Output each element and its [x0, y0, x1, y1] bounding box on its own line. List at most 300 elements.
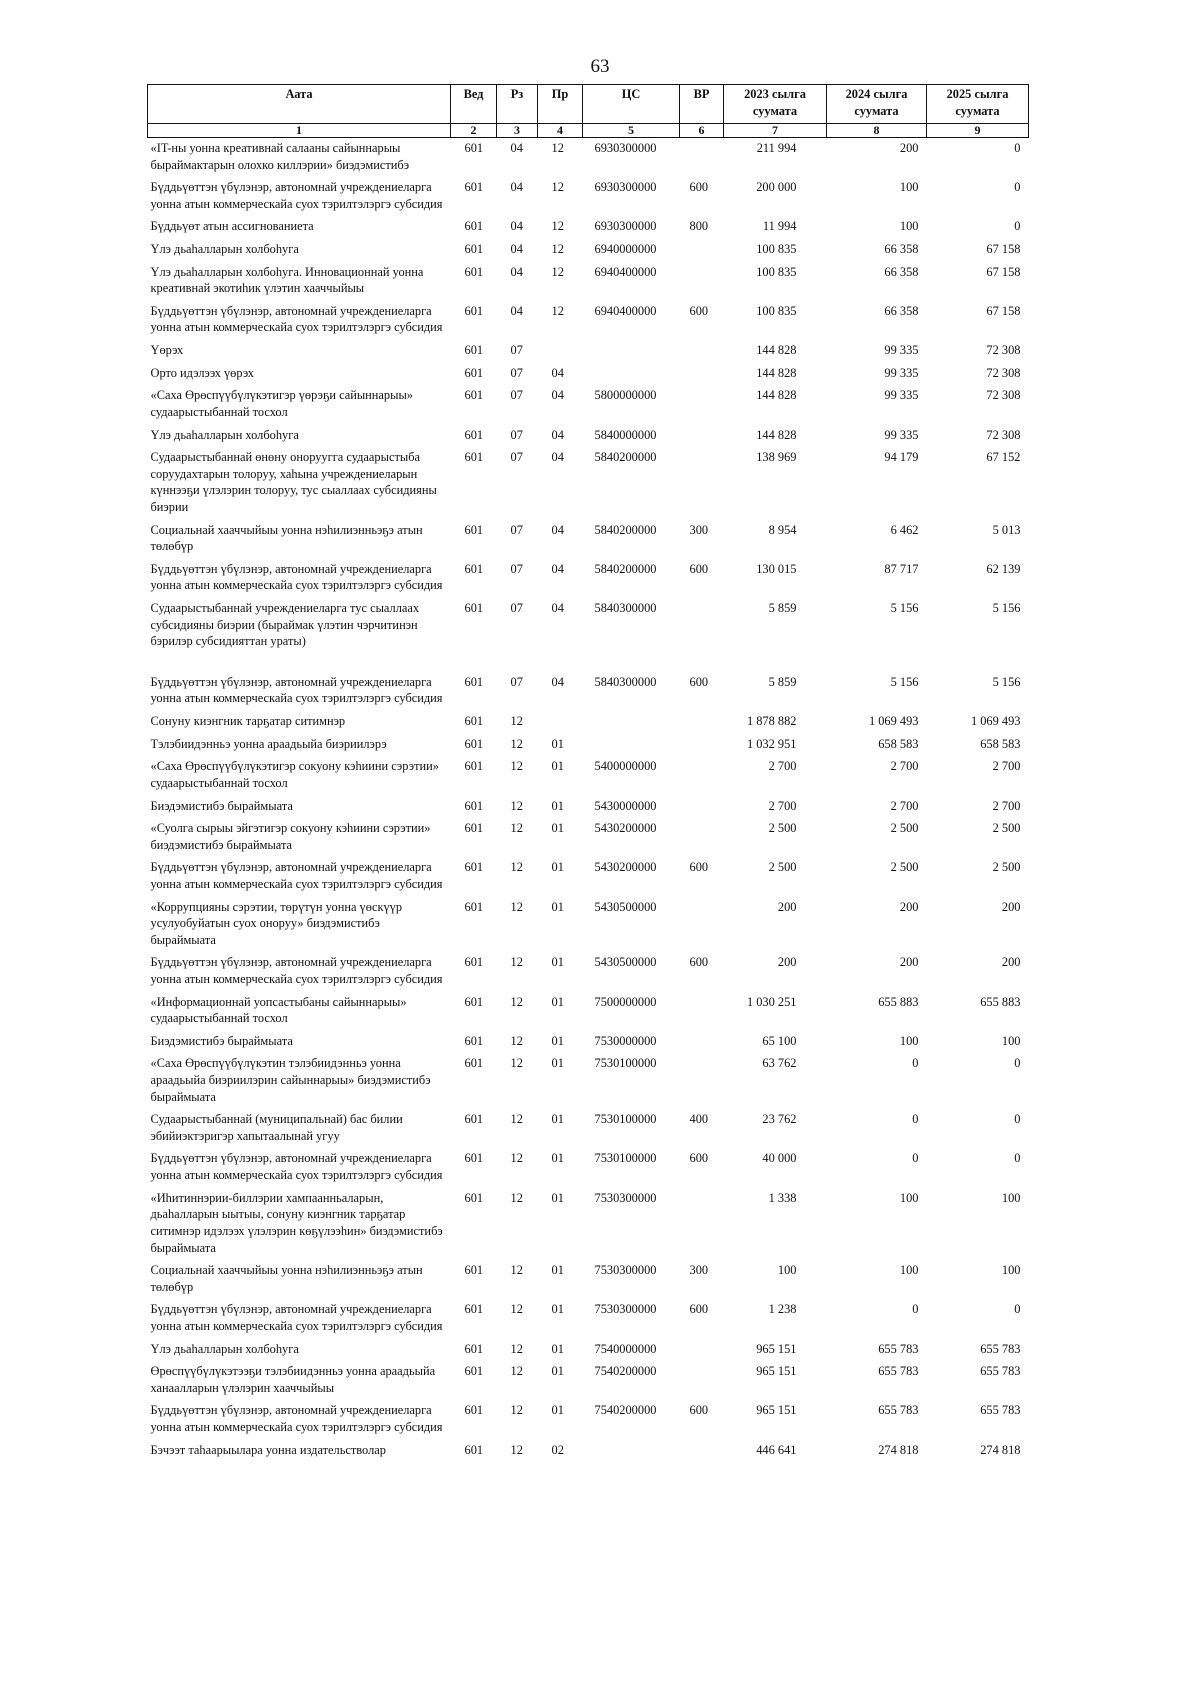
row-ved: 601 [464, 365, 484, 380]
row-vr [680, 598, 724, 672]
row-amount-2025: 1 069 493 [970, 714, 1021, 729]
row-ved: 601 [464, 1033, 484, 1048]
row-amount-2023: 100 835 [756, 242, 797, 257]
row-vr [680, 340, 724, 363]
row-amount-2024: 1 069 493 [868, 714, 919, 729]
row-rz: 07 [510, 365, 523, 380]
row-rz: 04 [510, 219, 523, 234]
row-cs: 5840200000 [594, 522, 657, 537]
row-rz: 12 [510, 1341, 523, 1356]
row-amount-2023: 1 338 [768, 1190, 797, 1205]
row-amount-2024: 200 [899, 141, 919, 155]
row-pr: 01 [551, 736, 564, 751]
table-row [148, 796, 1029, 819]
row-rz: 12 [510, 1302, 523, 1317]
row-cs: 6930300000 [594, 219, 657, 234]
row-ved: 601 [464, 388, 484, 403]
row-amount-2024: 66 358 [884, 264, 919, 279]
row-name: Судаарыстыбаннай (муниципальнай) бас билии эбийиэктэригэр хапытаалынай угуу [150, 1112, 403, 1143]
row-name: Үлэ дьаһалларын холбоһуга. Инновационнай уонна креативнай экотиһик үлэтин хааччыйыы [150, 264, 424, 296]
row-vr: 600 [689, 561, 709, 576]
row-amount-2023: 63 762 [762, 1056, 797, 1071]
table-row [148, 385, 1029, 424]
row-amount-2024: 0 [912, 1112, 919, 1127]
row-amount-2025: 274 818 [980, 1442, 1021, 1457]
row-amount-2025: 655 783 [980, 1341, 1021, 1356]
row-ved: 601 [464, 219, 484, 234]
row-amount-2023: 965 151 [756, 1403, 797, 1418]
row-amount-2025: 0 [1014, 1151, 1021, 1166]
row-pr: 04 [551, 427, 564, 442]
row-vr: 600 [689, 1403, 709, 1418]
row-cs: 5840300000 [594, 601, 657, 616]
row-amount-2024: 99 335 [884, 343, 919, 358]
row-pr: 04 [551, 674, 564, 689]
row-vr [680, 363, 724, 386]
row-amount-2024: 66 358 [884, 242, 919, 257]
row-vr [680, 239, 724, 262]
row-amount-2023: 965 151 [756, 1364, 797, 1379]
row-name: Өрөспүүбүлүкэтээҕи тэлэбиидэнньэ уонна араадьыйа ханаалларын үлэлэрин хааччыйыы [150, 1364, 436, 1395]
row-ved: 601 [464, 242, 484, 257]
column-number: 2 [451, 124, 497, 138]
row-ved: 601 [464, 1112, 484, 1127]
row-amount-2024: 200 [899, 899, 919, 914]
row-ved: 601 [464, 1190, 484, 1205]
row-pr: 04 [551, 450, 564, 465]
row-amount-2023: 100 [777, 1263, 797, 1278]
row-amount-2025: 2 700 [992, 759, 1021, 774]
row-amount-2023: 144 828 [756, 343, 797, 358]
row-ved: 601 [464, 1056, 484, 1071]
row-name: Бүддьүөттэн үбүлэнэр, автономнай учреждениеларга уонна атын коммерческайа суох тэрилтэлэргэ субсидия [150, 860, 443, 891]
row-amount-2024: 200 [899, 955, 919, 970]
row-amount-2024: 87 717 [884, 561, 919, 576]
row-ved: 601 [464, 561, 484, 576]
row-name: Социальнай хааччыйыы уонна нэһилиэнньэҕэ атын төлөбүр [150, 522, 423, 554]
row-vr [680, 447, 724, 519]
table-row [148, 1188, 1029, 1260]
row-amount-2025: 5 156 [992, 601, 1021, 616]
table-row [148, 520, 1029, 559]
row-amount-2024: 99 335 [884, 388, 919, 403]
row-pr: 04 [551, 522, 564, 537]
row-vr: 600 [689, 303, 709, 318]
row-vr [680, 1053, 724, 1109]
table-row [148, 216, 1029, 239]
table-row [148, 857, 1029, 896]
table-row [148, 672, 1029, 711]
row-amount-2023: 2 700 [768, 759, 797, 774]
row-ved: 601 [464, 303, 484, 318]
row-amount-2025: 72 308 [986, 365, 1021, 380]
row-vr [680, 756, 724, 795]
table-row [148, 756, 1029, 795]
page-number: 63 [590, 56, 610, 77]
row-amount-2025: 72 308 [986, 343, 1021, 358]
row-name: Бүддьүөттэн үбүлэнэр, автономнай учреждениеларга уонна атын коммерческайа суох тэрилтэлэргэ субсидия [150, 1302, 443, 1333]
row-amount-2024: 5 156 [890, 674, 919, 689]
table-row [148, 952, 1029, 991]
row-name: «Информационнай уопсастыбаны сайыннарыы» судаарыстыбаннай тосхол [150, 994, 407, 1026]
row-amount-2023: 144 828 [756, 388, 797, 403]
column-number: 6 [680, 124, 724, 138]
row-name: «Саха Өрөспүүбүлүкэтин тэлэбиидэнньэ уонна араадьыйа биэриилэрин сайыннарыы» биэдэмистибэ быраймыата [150, 1056, 431, 1104]
row-name: Судаарыстыбаннай өнөну оноруугга судаарыстыба соруудахтарын толоруу, хаһына учреждениеларын күннээҕи үлэлэрин толоруу, тус сыаллаах субсидияны биэрии [150, 450, 437, 514]
row-amount-2025: 2 500 [992, 821, 1021, 836]
row-name: Үөрэх [150, 343, 184, 358]
row-pr: 01 [551, 1056, 564, 1071]
row-amount-2024: 655 883 [878, 994, 919, 1009]
row-amount-2023: 138 969 [756, 450, 797, 465]
row-cs: 5840300000 [594, 674, 657, 689]
row-ved: 601 [464, 899, 484, 914]
row-cs: 6940000000 [594, 242, 657, 257]
row-cs: 7540200000 [594, 1364, 657, 1379]
table-header [148, 85, 1029, 138]
row-ved: 601 [464, 601, 484, 616]
row-vr [680, 1440, 724, 1463]
row-vr: 300 [689, 522, 709, 537]
column-number: 9 [927, 124, 1029, 138]
row-amount-2025: 655 783 [980, 1364, 1021, 1379]
row-amount-2024: 0 [912, 1302, 919, 1317]
row-amount-2024: 655 783 [878, 1364, 919, 1379]
row-amount-2025: 200 [1001, 899, 1021, 914]
table-row [148, 425, 1029, 448]
row-cs: 7500000000 [594, 994, 657, 1009]
row-rz: 07 [510, 388, 523, 403]
row-amount-2024: 2 500 [890, 821, 919, 836]
header-2024: 2024 сылга суумата [827, 85, 927, 124]
row-vr: 600 [689, 674, 709, 689]
row-name: Бүддьүөттэн үбүлэнэр, автономнай учреждениеларга уонна атын коммерческайа суох тэрилтэлэргэ субсидия [150, 955, 443, 986]
row-amount-2023: 144 828 [756, 427, 797, 442]
column-number: 1 [148, 124, 451, 138]
row-name: «Суолга сырыы эйгэтигэр сокуону кэһиини сэрэтии» биэдэмистибэ быраймыата [150, 821, 431, 852]
row-vr [680, 385, 724, 424]
table-row [148, 138, 1029, 178]
row-vr: 600 [689, 180, 709, 195]
row-amount-2024: 658 583 [878, 736, 919, 751]
row-pr: 01 [551, 759, 564, 774]
table-row [148, 262, 1029, 301]
row-amount-2025: 0 [1014, 180, 1021, 195]
row-amount-2025: 100 [1001, 1263, 1021, 1278]
row-pr: 01 [551, 1364, 564, 1379]
row-cs: 5840200000 [594, 450, 657, 465]
row-amount-2023: 211 994 [756, 141, 797, 155]
row-amount-2024: 100 [899, 1033, 919, 1048]
row-cs: 5840000000 [594, 427, 657, 442]
table-row [148, 363, 1029, 386]
header-pr: Пр [538, 85, 583, 124]
column-number: 5 [583, 124, 680, 138]
row-amount-2024: 0 [912, 1056, 919, 1071]
table-row [148, 1440, 1029, 1463]
row-cs: 6940400000 [594, 264, 657, 279]
table-row [148, 340, 1029, 363]
row-vr [680, 992, 724, 1031]
row-rz: 12 [510, 994, 523, 1009]
table-row [148, 447, 1029, 519]
table-row [148, 897, 1029, 953]
row-pr: 04 [551, 388, 564, 403]
row-name: Бүддьүөттэн үбүлэнэр, автономнай учреждениеларга уонна атын коммерческайа суох тэрилтэлэргэ субсидия [150, 180, 443, 211]
row-ved: 601 [464, 994, 484, 1009]
row-vr: 300 [689, 1263, 709, 1278]
row-amount-2023: 5 859 [768, 601, 797, 616]
row-name: Бүддьүөттэн үбүлэнэр, автономнай учреждениеларга уонна атын коммерческайа суох тэрилтэлэргэ субсидия [150, 1151, 443, 1183]
row-ved: 601 [464, 264, 484, 279]
row-pr: 01 [551, 1151, 564, 1166]
row-pr: 01 [551, 899, 564, 914]
row-cs: 5840200000 [594, 561, 657, 576]
row-pr [538, 340, 583, 363]
column-number: 7 [724, 124, 827, 138]
row-pr: 12 [551, 141, 564, 155]
row-rz: 12 [510, 1190, 523, 1205]
row-cs: 7530300000 [594, 1263, 657, 1278]
row-amount-2024: 100 [899, 180, 919, 195]
row-vr: 600 [689, 860, 709, 875]
row-amount-2025: 0 [1014, 1112, 1021, 1127]
table-row [148, 559, 1029, 598]
row-name: Үлэ дьаһалларын холбоһуга [150, 427, 299, 442]
row-amount-2025: 200 [1001, 955, 1021, 970]
row-rz: 04 [510, 242, 523, 257]
header-vr: ВР [680, 85, 724, 124]
row-cs: 5430500000 [594, 955, 657, 970]
table-row [148, 818, 1029, 857]
row-rz: 04 [510, 264, 523, 279]
row-rz: 07 [510, 427, 523, 442]
row-name: Бэчээт таһаарыылара уонна издательстволар [150, 1442, 386, 1457]
row-amount-2024: 100 [899, 219, 919, 234]
row-name: Судаарыстыбаннай учреждениеларга тус сыаллаах субсидияны биэрии (быраймак үлэтин чэрчитинэн бэрилэр субсидияттан ураты) [150, 601, 420, 649]
table-row [148, 1260, 1029, 1299]
row-ved: 601 [464, 674, 484, 689]
row-name: Тэлэбиидэнньэ уонна араадьыйа биэриилэрэ [150, 736, 387, 751]
row-amount-2024: 94 179 [884, 450, 919, 465]
row-cs: 5430500000 [594, 899, 657, 914]
row-amount-2025: 100 [1001, 1033, 1021, 1048]
row-amount-2023: 2 500 [768, 821, 797, 836]
row-vr [680, 262, 724, 301]
row-rz: 12 [510, 714, 523, 729]
row-vr [680, 1188, 724, 1260]
table-row [148, 301, 1029, 340]
row-name: «Саха Өрөспүүбүлүкэтигэр үөрэҕи сайыннарыы» судаарыстыбаннай тосхол [150, 388, 413, 419]
row-name: Бүддьүөт атын ассигнованиета [150, 219, 314, 234]
row-pr: 01 [551, 1302, 564, 1317]
row-cs [583, 711, 680, 734]
row-amount-2025: 0 [1014, 1056, 1021, 1071]
row-vr [680, 1031, 724, 1054]
row-amount-2024: 66 358 [884, 303, 919, 318]
row-amount-2023: 5 859 [768, 674, 797, 689]
row-amount-2023: 446 641 [756, 1442, 797, 1457]
row-name: «Иһитиннэрии-биллэрии хампаанньаларын, дьаһалларын ыытыы, сонуну киэнгник тарҕатар ситимнэр идэлээх үлэлэрин көҕүлээһин» биэдэмистибэ быраймыата [150, 1190, 443, 1255]
row-amount-2025: 658 583 [980, 736, 1021, 751]
row-vr: 600 [689, 955, 709, 970]
row-cs: 7530100000 [594, 1151, 657, 1166]
row-amount-2023: 40 000 [762, 1151, 797, 1166]
row-name: Үлэ дьаһалларын холбоһуга [150, 1341, 299, 1356]
row-cs: 7530100000 [594, 1056, 657, 1071]
row-pr: 01 [551, 1033, 564, 1048]
row-amount-2024: 655 783 [878, 1403, 919, 1418]
row-ved: 601 [464, 1442, 484, 1457]
row-rz: 12 [510, 1112, 523, 1127]
row-rz: 12 [510, 1403, 523, 1418]
header-ved: Вед [451, 85, 497, 124]
row-amount-2025: 67 158 [986, 242, 1021, 257]
row-ved: 601 [464, 955, 484, 970]
row-amount-2024: 2 700 [890, 798, 919, 813]
row-pr: 02 [551, 1442, 564, 1457]
row-ved: 601 [464, 736, 484, 751]
header-cs: ЦС [583, 85, 680, 124]
row-ved: 601 [464, 821, 484, 836]
row-rz: 12 [510, 1364, 523, 1379]
row-name: Бүддьүөттэн үбүлэнэр, автономнай учреждениеларга уонна атын коммерческайа суох тэрилтэлэргэ субсидия [150, 561, 443, 593]
row-amount-2023: 200 [777, 899, 797, 914]
row-ved: 601 [464, 343, 484, 358]
row-cs: 7540200000 [594, 1403, 657, 1418]
row-vr: 600 [689, 1151, 709, 1166]
row-vr: 400 [689, 1112, 709, 1127]
row-cs: 7530100000 [594, 1112, 657, 1127]
row-rz: 07 [510, 674, 523, 689]
row-rz: 12 [510, 821, 523, 836]
row-cs: 5430000000 [594, 798, 657, 813]
row-amount-2025: 0 [1014, 219, 1021, 234]
row-amount-2023: 11 994 [762, 219, 797, 234]
row-amount-2025: 5 156 [992, 674, 1021, 689]
row-ved: 601 [464, 714, 484, 729]
row-pr: 12 [551, 303, 564, 318]
row-name: Биэдэмистибэ быраймыата [150, 798, 293, 813]
row-pr: 01 [551, 1263, 564, 1278]
row-amount-2023: 8 954 [768, 522, 797, 537]
row-rz: 12 [510, 1263, 523, 1278]
row-ved: 601 [464, 522, 484, 537]
row-rz: 12 [510, 1056, 523, 1071]
row-amount-2024: 2 500 [890, 860, 919, 875]
row-amount-2024: 655 783 [878, 1341, 919, 1356]
row-cs: 7540000000 [594, 1341, 657, 1356]
budget-table [147, 84, 1029, 1462]
row-pr: 01 [551, 955, 564, 970]
row-amount-2024: 2 700 [890, 759, 919, 774]
table-row [148, 1361, 1029, 1400]
row-amount-2025: 67 152 [986, 450, 1021, 465]
row-ved: 601 [464, 1263, 484, 1278]
row-pr: 04 [551, 561, 564, 576]
row-ved: 601 [464, 427, 484, 442]
row-rz: 12 [510, 860, 523, 875]
row-ved: 601 [464, 180, 484, 195]
row-amount-2025: 72 308 [986, 427, 1021, 442]
row-name: Орто идэлээх үөрэх [150, 365, 254, 380]
row-rz: 07 [510, 561, 523, 576]
row-amount-2024: 100 [899, 1190, 919, 1205]
table-row [148, 734, 1029, 757]
row-vr [680, 425, 724, 448]
row-vr [680, 897, 724, 953]
row-pr: 01 [551, 1403, 564, 1418]
row-amount-2024: 0 [912, 1151, 919, 1166]
row-cs [583, 1440, 680, 1463]
row-amount-2025: 100 [1001, 1190, 1021, 1205]
row-cs: 5430200000 [594, 821, 657, 836]
row-name: «Саха Өрөспүүбүлүкэтигэр сокуону кэһиини сэрэтии» судаарыстыбаннай тосхол [150, 759, 439, 790]
header-rz: Рз [497, 85, 538, 124]
table-row [148, 1148, 1029, 1187]
header-2023: 2023 сылга суумата [724, 85, 827, 124]
row-amount-2023: 2 700 [768, 798, 797, 813]
row-amount-2025: 5 013 [992, 522, 1021, 537]
row-name: Сонуну киэнгник тарҕатар ситимнэр [150, 714, 346, 729]
table-row [148, 1053, 1029, 1109]
table-row [148, 177, 1029, 216]
row-pr: 04 [551, 365, 564, 380]
row-amount-2025: 0 [1014, 1302, 1021, 1317]
row-rz: 12 [510, 1151, 523, 1166]
row-vr [680, 734, 724, 757]
row-vr [680, 1339, 724, 1362]
row-pr: 01 [551, 860, 564, 875]
table-row [148, 1400, 1029, 1439]
row-rz: 07 [510, 343, 523, 358]
row-ved: 601 [464, 759, 484, 774]
row-amount-2025: 655 883 [980, 994, 1021, 1009]
row-pr: 04 [551, 601, 564, 616]
row-cs: 5400000000 [594, 759, 657, 774]
table-row [148, 1339, 1029, 1362]
row-amount-2023: 23 762 [762, 1112, 797, 1127]
row-cs: 5800000000 [594, 388, 657, 403]
row-ved: 601 [464, 450, 484, 465]
row-amount-2023: 965 151 [756, 1341, 797, 1356]
row-pr: 12 [551, 180, 564, 195]
row-cs: 7530300000 [594, 1190, 657, 1205]
row-cs: 5430200000 [594, 860, 657, 875]
row-name: «Коррупцияны сэрэтии, төрүтүн уонна үөскүүр усулуобуйатын суох оноруу» биэдэмистибэ быраймыата [150, 899, 403, 947]
row-name: Бүддьүөттэн үбүлэнэр, автономнай учреждениеларга уонна атын коммерческайа суох тэрилтэлэргэ субсидия [150, 674, 443, 706]
row-pr: 12 [551, 264, 564, 279]
row-cs: 7530300000 [594, 1302, 657, 1317]
row-amount-2024: 99 335 [884, 427, 919, 442]
row-rz: 12 [510, 955, 523, 970]
row-amount-2023: 100 835 [756, 264, 797, 279]
header-name: Аата [148, 85, 451, 124]
row-pr: 01 [551, 821, 564, 836]
row-rz: 04 [510, 141, 523, 155]
row-amount-2023: 100 835 [756, 303, 797, 318]
row-cs: 7530000000 [594, 1033, 657, 1048]
row-rz: 12 [510, 899, 523, 914]
row-vr [680, 818, 724, 857]
row-name: «IT-ны уонна креативнай салааны сайыннарыы быраймактарын олохко киллэрии» биэдэмистибэ [150, 141, 410, 172]
row-rz: 04 [510, 180, 523, 195]
row-amount-2023: 1 032 951 [746, 736, 797, 751]
table-row [148, 1031, 1029, 1054]
row-name: Биэдэмистибэ быраймыата [150, 1033, 293, 1048]
row-vr [680, 1361, 724, 1400]
row-name: Үлэ дьаһалларын холбоһуга [150, 242, 299, 257]
